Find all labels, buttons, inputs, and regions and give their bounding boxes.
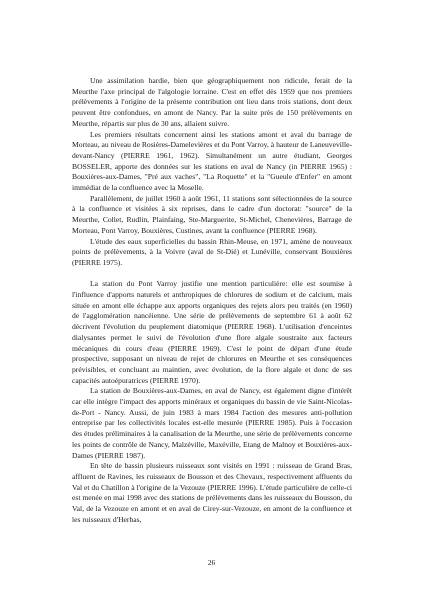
paragraph-tete-de-bassin: En tête de bassin plusieurs ruisseaux sont visités en 1991 : ruisseau de Grand Bras, affluent de Ravines, les ruisseaux de Bousson et des Chevaux, respectivement affluents du Val et du Chatillon à l'origine de la Vezouze (PIERRE 1996). L'étude particulière de celle-ci est menée en mai 1998 avec des stations de prélèvements dans les ruisseaux du Bousson, du Val, de la Vezouze en amont et en aval de Cirey-sur-Vezouze, en amont de la confluence et les ruisseaux d'Herbas, (72, 461, 352, 524)
paragraph-assimilation: Une assimilation hardie, bien que géographiquement non ridicule, ferait de la Meurthe l'axe principal de l'algologie lorraine. C'est en effet dès 1959 que nos premiers prélèvements à l'origine de la présente contribution ont lieu dans trois stations, dont deux peuvent être confondues, en amont de Nancy. Par la suite près de 150 prélèvements en Meurthe, répartis sur plus de 30 ans, allaient suivre. (72, 76, 352, 128)
paragraph-bouxieres: La station de Bouxières-aux-Dames, en aval de Nancy, est également digne d'intérêt car elle intègre l'impact des apports minéraux et organiques du bassin de vie Saint-Nicolas-de-Port - Nancy. Aussi, de juin 1983 à mars 1984 l'action des mesures anti-pollution entreprise par les collectivités locales est-elle mesurée (PIERRE 1985). Puis à l'occasion des études préliminaires à la canalisation de la Meurthe, une série de prélèvements concerne les points de contrôle de Nancy, Malzéville, Maxéville, Etang de Malnoy et Bouxières-aux-Dames (PIERRE 1987). (72, 386, 353, 460)
body-text (72, 76, 352, 526)
paragraph-rhin-meuse: L'étude des eaux superficielles du bassin Rhin-Meuse, en 1971, amène de nouveaux points de prélèvements, à la Voivre (aval de St-Dié) et Lunéville, conservant Bouxières (PIERRE 1975). (72, 236, 352, 267)
paragraph-parallelement: Parallèlement, de juillet 1960 à août 1961, 11 stations sont sélectionnées de la source à la confluence et visitées à six reprises, dans le cadre d'un doctorat: "source" de la Meurthe, Collet, Rudlin, Plainfaing, Ste-Marguerite, St-Michel, Chenevières, Barrage de Morteau, Pont Varroy, Bouxières, Custines, avant la confluence (PIERRE 1968). (72, 193, 352, 235)
paragraph-pont-varroy: La station du Pont Varroy justifie une mention particulière: elle est soumise à l'influence d'apports naturels et anthropiques de chlorures de sodium et de calcium, mais située en amont elle échappe aux apports organiques des rejets alors peu traités (en 1960) de l'agglomération nancéienne. Une série de prélèvements de septembre 61 à août 62 décrivent l'évolution du peuplement diatomique (PIERRE 1968). L'utilisation d'enceintes dialysantes permet le suivi de l'évolution d'une flore algale soustraite aux facteurs mécaniques du cours d'eau (PIERRE 1969). C'est le point de départ d'une étude prospective, supposant un niveau de rejet de chlorures en Meurthe et ses conséquences prévisibles, et concluant au maintien, avec évolution, de la flore algale et donc de ses capacités autoépuratrices (PIERRE 1970). (72, 279, 352, 385)
paragraph-premiers-resultats: Les premiers résultats concernent ainsi les stations amont et aval du barrage de Morteau, au niveau de Rosières-Damelevières et du Pont Varroy, à hauteur de Laneuveville-devant-Nancy (PIERRE 1961, 1962). Simultanément un autre étudiant, Georges BOSSELER, apporte des données sur les stations en aval de Nancy (in PIERRE 1965) : Bouxières-aux-Dames, "Pré aux vaches", "La Roquette" et la "Gueule d'Enfer" en amont immédiat de la confluence avec la Moselle. (72, 129, 352, 193)
page-number: 26 (207, 558, 216, 567)
